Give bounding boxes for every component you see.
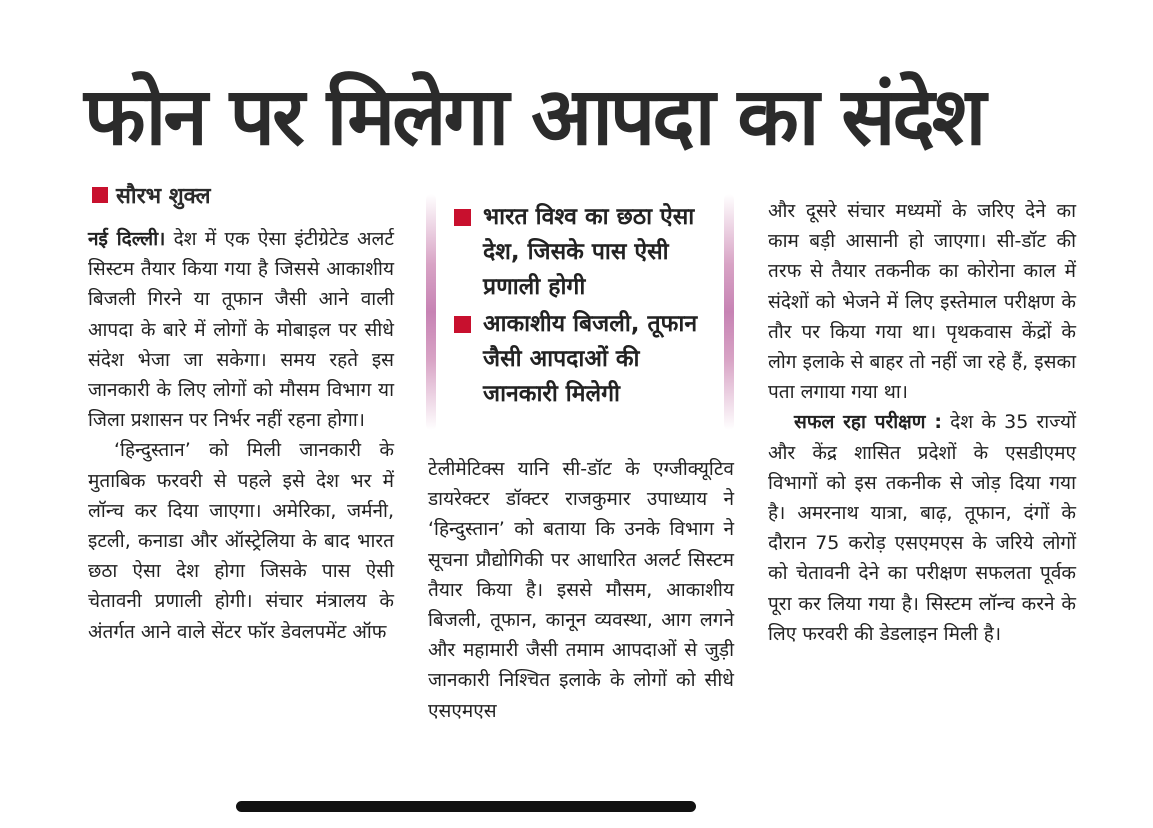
paragraph: ‘हिन्दुस्तान’ को मिली जानकारी के मुताबिक फरवरी से पहले इसे देश भर में लॉन्च कर दिया जाएगा। अमेरिका, जर्मनी, इटली, कनाडा और ऑस्ट्रेलिया के बाद भारत छठा ऐसा देश होगा जिसके पास ऐसी चेतावनी प्रणाली होगी। संचार मंत्रालय के अंतर्गत आने वाले सेंटर फॉर डेवलपमेंट ऑफ (88, 439, 394, 643)
highlight-item (454, 200, 704, 305)
scrollbar[interactable] (236, 801, 696, 812)
headline: फोन पर मिलेगा आपदा का संदेश (84, 70, 984, 163)
highlight-box (426, 194, 734, 430)
column-2 (428, 454, 734, 726)
paragraph: और दूसरे संचार मध्यमों के जरिए देने का काम बड़ी आसानी हो जाएगा। सी-डॉट की तरफ से तैयार तकनीक का कोरोना काल में संदेशों को भेजने में लिए इस्तेमाल परीक्षण के तौर पर किया गया था। पृथकवास केंद्रों के लोग इलाके से बाहर तो नहीं जा रहे हैं, इसका पता लगाया गया था। (768, 200, 1076, 404)
paragraph: टेलीमेटिक्स यानि सी-डॉट के एग्जीक्यूटिव डायरेक्टर डॉक्टर राजकुमार उपाध्याय ने ‘हिन्दुस्तान’ को बताया कि उनके विभाग ने सूचना प्रौद्योगिकी पर आधारित अलर्ट सिस्टम तैयार किया है। इससे मौसम, आकाशीय बिजली, तूफान, कानून व्यवस्था, आग लगने और महामारी जैसी तमाम आपदाओं से जुड़ी जानकारी निश्चित इलाके के लोगों को सीधे एसएमएस (428, 458, 734, 722)
author-name: सौरभ शुक्ल (116, 184, 211, 209)
byline (92, 178, 211, 212)
paragraph-text: देश के 35 राज्यों और केंद्र शासित प्रदेशों के एसडीएमए विभागों को इस तकनीक से जोड़ दिया गया है। अमरनाथ यात्रा, बाढ़, तूफान, दंगों के दौरान 75 करोड़ एसएमएस के जरिये लोगों को चेतावनी देने का परीक्षण सफलता पूर्वक पूरा कर लिया गया है। सिस्टम लॉन्च करने के लिए फरवरी की डेडलाइन मिली है। (768, 411, 1076, 645)
paragraph (88, 224, 394, 435)
red-square-icon (454, 209, 471, 226)
highlight-list (454, 200, 704, 414)
highlight-bar-left (426, 194, 436, 430)
dateline: नई दिल्ली। (88, 228, 166, 250)
column-3 (768, 196, 1076, 649)
highlight-text: भारत विश्व का छठा ऐसा देश, जिसके पास ऐसी प्रणाली होगी (483, 204, 695, 300)
paragraph (768, 407, 1076, 649)
highlight-item (454, 307, 704, 412)
highlight-bar-right (724, 194, 734, 430)
column-1 (88, 224, 394, 647)
red-square-icon (454, 316, 471, 333)
red-square-icon (92, 187, 108, 203)
subheading: सफल रहा परीक्षण : (794, 411, 942, 434)
paragraph-text: देश में एक ऐसा इंटीग्रेटेड अलर्ट सिस्टम तैयार किया गया है जिससे आकाशीय बिजली गिरने या तूफान जैसी आने वाली आपदा के बारे में लोगों के मोबाइल पर सीधे संदेश भेजा जा सकेगा। समय रहते इस जानकारी के लिए लोगों को मौसम विभाग या जिला प्रशासन पर निर्भर नहीं रहना होगा। (88, 228, 394, 432)
highlight-text: आकाशीय बिजली, तूफान जैसी आपदाओं की जानकारी मिलेगी (483, 311, 698, 407)
